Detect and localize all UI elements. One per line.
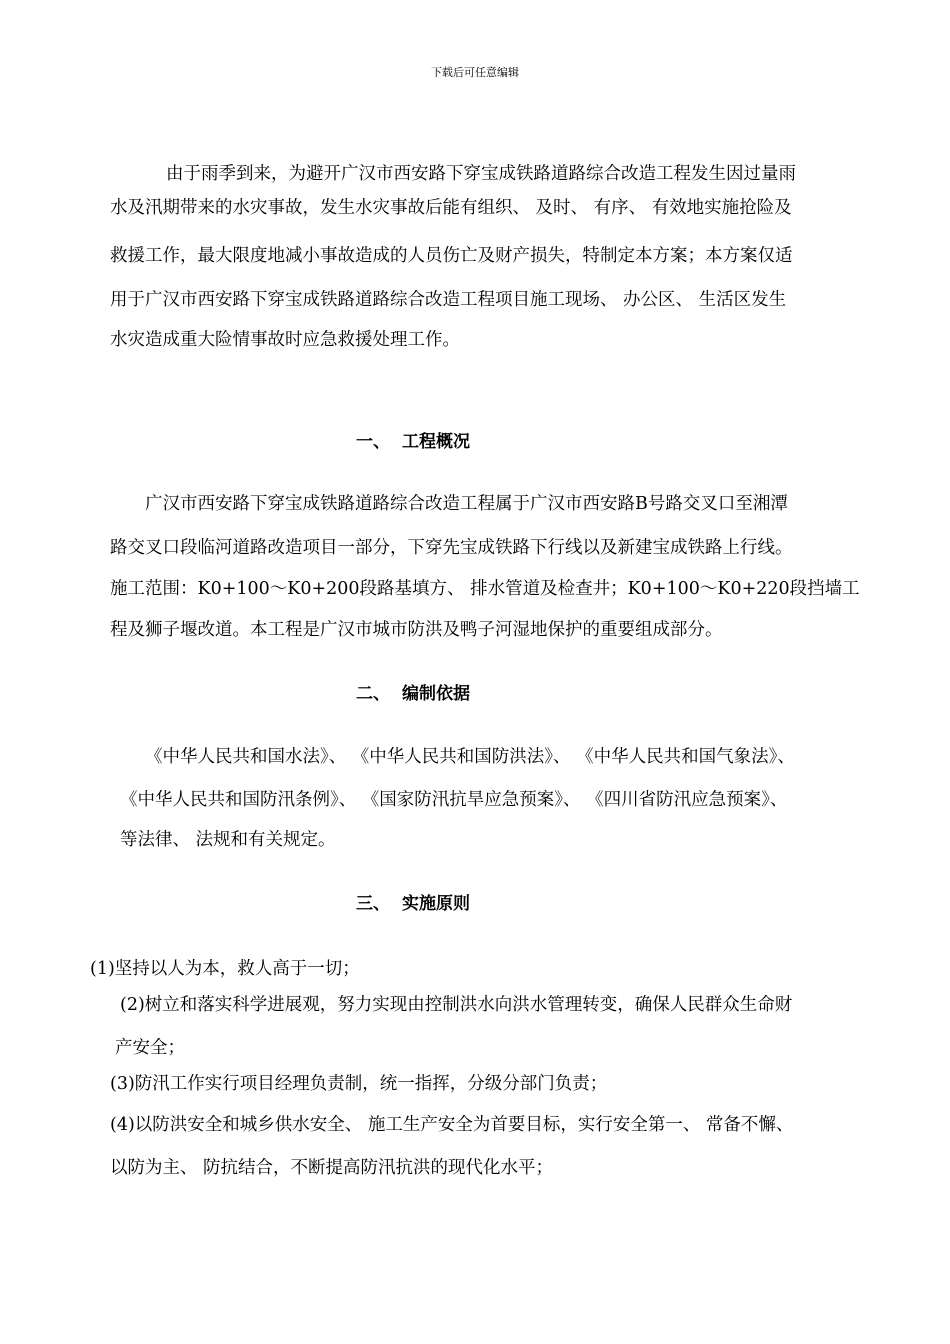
principle-line-2: (2)树立和落实科学进展观，努力实现由控制洪水向洪水管理转变，确保人民群众生命财 — [120, 995, 793, 1015]
section-1-number: 一、 — [356, 432, 390, 452]
principle-line-5: (4)以防洪安全和城乡供水安全、 施工生产安全为首要目标，实行安全第一、 常备不懈、 — [110, 1115, 794, 1135]
section-3-heading — [356, 893, 470, 915]
intro-line-4: 用于广汉市西安路下穿宝成铁路道路综合改造工程项目施工现场、 办公区、 生活区发生 — [110, 290, 787, 310]
section-1-line-4: 程及狮子堰改道。本工程是广汉市城市防洪及鸭子河湿地保护的重要组成部分。 — [110, 620, 723, 640]
principle-line-4: (3)防汛工作实行项目经理负责制，统一指挥，分级分部门负责； — [110, 1074, 608, 1094]
intro-line-2: 水及汛期带来的水灾事故，发生水灾事故后能有组织、 及时、 有序、 有效地实施抢险及 — [110, 198, 792, 218]
section-2-line-3: 等法律、 法规和有关规定。 — [120, 830, 336, 850]
section-1-heading — [356, 431, 470, 453]
page-header-note: 下载后可任意编辑 — [431, 66, 519, 79]
section-2-title: 编制依据 — [402, 684, 470, 704]
section-2-heading — [356, 683, 470, 705]
section-3-title: 实施原则 — [402, 894, 470, 914]
section-2-line-2: 《中华人民共和国防汛条例》、 《国家防汛抗旱应急预案》、 《四川省防汛应急预案》、 — [120, 790, 788, 810]
section-3-number: 三、 — [356, 894, 390, 914]
section-1-title: 工程概况 — [402, 432, 470, 452]
section-1-line-3: 施工范围：K0+100～K0+200段路基填方、 排水管道及检查井；K0+100～K0+220段挡墙工 — [110, 579, 860, 599]
principle-line-3: 产安全； — [115, 1038, 185, 1058]
principle-line-1: (1)坚持以人为本，救人高于一切； — [90, 959, 360, 979]
section-2-number: 二、 — [356, 684, 390, 704]
intro-line-1: 由于雨季到来，为避开广汉市西安路下穿宝成铁路道路综合改造工程发生因过量雨 — [166, 164, 796, 184]
principle-line-6: 以防为主、 防抗结合，不断提高防汛抗洪的现代化水平； — [110, 1158, 554, 1178]
section-2-line-1: 《中华人民共和国水法》、 《中华人民共和国防洪法》、 《中华人民共和国气象法》、 — [145, 747, 795, 767]
intro-line-5: 水灾造成重大险情事故时应急救援处理工作。 — [110, 330, 460, 350]
section-1-line-1: 广汉市西安路下穿宝成铁路道路综合改造工程属于广汉市西安路B号路交叉口至湘潭 — [145, 494, 788, 514]
intro-line-3: 救援工作，最大限度地减小事故造成的人员伤亡及财产损失，特制定本方案；本方案仅适 — [110, 246, 793, 266]
section-1-line-2: 路交叉口段临河道路改造项目一部分，下穿先宝成铁路下行线以及新建宝成铁路上行线。 — [110, 538, 793, 558]
